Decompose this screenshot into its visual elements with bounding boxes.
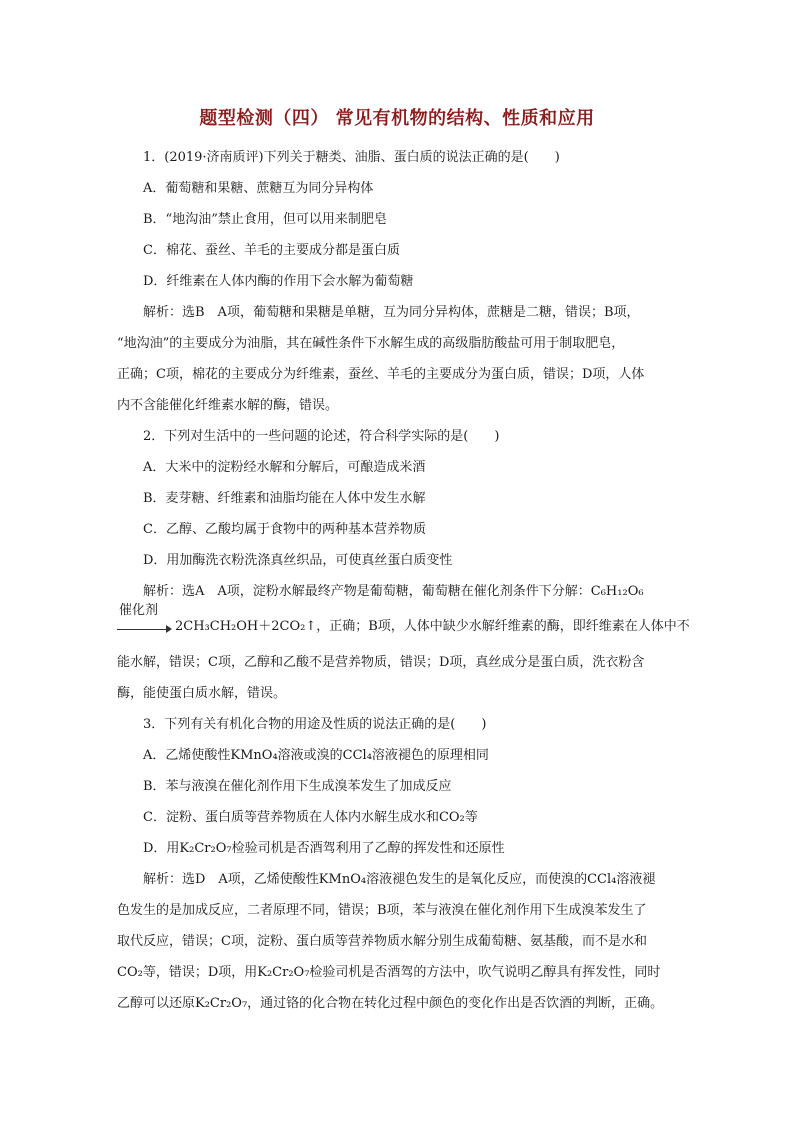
question-2-option-d: D．用加酶洗衣粉洗涤真丝织品，可使真丝蛋白质变性 xyxy=(143,553,453,568)
question-1-analysis-line-4: 内不含能催化纤维素水解的酶，错误。 xyxy=(117,398,339,413)
question-3-option-c: C．淀粉、蛋白质等营养物质在人体内水解生成水和CO₂等 xyxy=(143,810,478,825)
question-1-stem: 1．(2019·济南质评)下列关于糖类、油脂、蛋白质的说法正确的是( ) xyxy=(143,150,560,165)
question-2-option-a: A．大米中的淀粉经水解和分解后，可酿造成米酒 xyxy=(143,460,426,475)
question-2-stem: 2．下列对生活中的一些问题的论述，符合科学实际的是( ) xyxy=(143,429,500,444)
question-1-analysis-line-3: 正确；C项，棉花的主要成分为纤维素，蚕丝、羊毛的主要成分为蛋白质，错误；D项，人体 xyxy=(117,367,645,382)
question-1-option-b: B．“地沟油”禁止食用，但可以用来制肥皂 xyxy=(143,212,387,227)
question-1-analysis-line-2: “地沟油”的主要成分为油脂，其在碱性条件下水解生成的高级脂肪酸盐可用于制取肥皂， xyxy=(117,336,625,351)
question-2-analysis-line-2: 2CH₃CH₂OH＋2CO₂↑，正确；B项，人体中缺少水解纤维素的酶，即纤维素在人体中不 xyxy=(175,619,690,634)
arrow-head-icon xyxy=(166,625,172,633)
page-title: 题型检测（四） 常见有机物的结构、性质和应用 xyxy=(199,108,595,129)
question-2-equation-line xyxy=(117,603,690,647)
question-3-analysis-line-2: 色发生的是加成反应，二者原理不同，错误；B项，苯与液溴在催化剂作用下生成溴苯发生了 xyxy=(117,903,647,918)
document-body xyxy=(117,142,690,1019)
question-3-analysis-line-3: 取代反应，错误；C项，淀粉、蛋白质等营养物质水解分别生成葡萄糖、氨基酸，而不是水和 xyxy=(117,934,647,949)
question-2-analysis-line-4: 酶，能使蛋白质水解，错误。 xyxy=(117,686,287,701)
catalyst-label: 催化剂 xyxy=(119,603,159,618)
question-2-option-c: C．乙醇、乙酸均属于食物中的两种基本营养物质 xyxy=(143,522,426,537)
question-3-stem: 3．下列有关有机化合物的用途及性质的说法正确的是( ) xyxy=(143,717,487,732)
question-1-option-c: C．棉花、蚕丝、羊毛的主要成分都是蛋白质 xyxy=(143,243,400,258)
question-1-option-a: A．葡萄糖和果糖、蔗糖互为同分异构体 xyxy=(143,181,374,196)
question-2-option-b: B．麦芽糖、纤维素和油脂均能在人体中发生水解 xyxy=(143,491,426,506)
question-3-option-b: B．苯与液溴在催化剂作用下生成溴苯发生了加成反应 xyxy=(143,779,452,794)
question-1-option-d: D．纤维素在人体内酶的作用下会水解为葡萄糖 xyxy=(143,274,414,289)
question-2-analysis-line-3: 能水解，错误；C项，乙醇和乙酸不是营养物质，错误；D项，真丝成分是蛋白质，洗衣粉含 xyxy=(117,655,645,670)
question-3-analysis-line-1: 解析：选D A项，乙烯使酸性KMnO₄溶液褪色发生的是氧化反应，而使溴的CCl₄溶液褪 xyxy=(143,872,656,887)
arrow-shaft xyxy=(117,629,169,630)
question-3-analysis-line-5: 乙醇可以还原K₂Cr₂O₇，通过铬的化合物在转化过程中颜色的变化作出是否饮酒的判断，正确。 xyxy=(117,996,664,1011)
question-2-analysis-line-1: 解析：选A A项，淀粉水解最终产物是葡萄糖，葡萄糖在催化剂条件下分解：C₆H₁₂O₆ xyxy=(143,584,644,599)
question-1-analysis-line-1: 解析：选B A项，葡萄糖和果糖是单糖，互为同分异构体，蔗糖是二糖，错误；B项， xyxy=(143,305,640,320)
reaction-arrow xyxy=(117,603,173,647)
question-3-option-d: D．用K₂Cr₂O₇检验司机是否酒驾利用了乙醇的挥发性和还原性 xyxy=(143,841,505,856)
question-3-analysis-line-4: CO₂等，错误；D项，用K₂Cr₂O₇检验司机是否酒驾的方法中，吹气说明乙醇具有挥发性，同时 xyxy=(117,965,661,980)
question-3-option-a: A．乙烯使酸性KMnO₄溶液或溴的CCl₄溶液褪色的原理相同 xyxy=(143,748,489,763)
